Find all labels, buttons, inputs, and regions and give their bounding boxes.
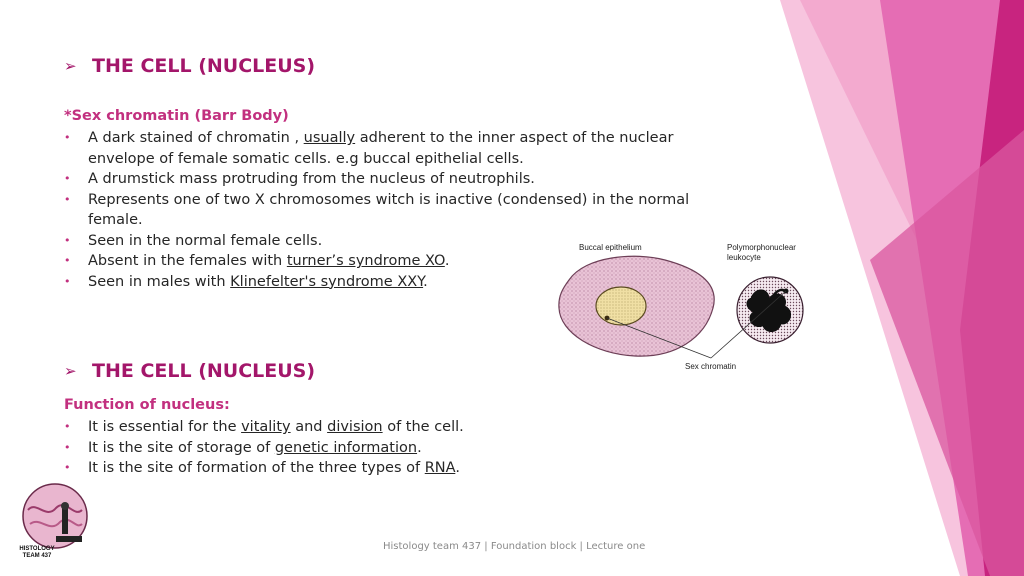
list-item: • Seen in the normal female cells. [64, 231, 744, 252]
buccal-nucleus [596, 287, 646, 325]
list-item: • A drumstick mass protruding from the nucleus of neutrophils. [64, 169, 744, 190]
underlined-term: usually [303, 130, 356, 146]
section1-heading [64, 55, 315, 77]
list-item: • Represents one of two X chromosomes witch is inactive (condensed) in the normal female. [64, 191, 690, 228]
bullet-dot: • [64, 192, 71, 206]
bullet-dot: • [64, 420, 71, 433]
list-item: • It is the site of formation of the three types of RNA. [64, 458, 704, 479]
figure-label-pmn-line2: leukocyte [727, 253, 761, 262]
section1-heading-text: THE CELL (NUCLEUS) [92, 55, 316, 77]
section2-heading [64, 360, 315, 382]
figure-label-buccal: Buccal epithelium [579, 243, 642, 252]
arrow-icon: ➢ [64, 57, 77, 75]
cell-illustration [555, 238, 815, 376]
bullet-dot: • [64, 172, 71, 185]
footer: Histology team 437 | Foundation block | Lecture one [383, 541, 646, 552]
figure-label-pmn-line1: Polymorphonuclear [727, 243, 796, 252]
underlined-term: turner’s syndrome XO [286, 253, 445, 269]
bullet-dot: • [64, 461, 71, 474]
bullet-dot: • [64, 233, 71, 247]
figure-label-sex-chromatin: Sex chromatin [685, 362, 737, 371]
microscope-icon [62, 508, 68, 534]
section2-subheading: Function of nucleus: [64, 397, 230, 413]
list-item: • Seen in males with Klinefelter's syndrome XXY. [64, 272, 744, 293]
underlined-term: genetic information [274, 439, 418, 456]
arrow-icon: ➢ [64, 362, 77, 380]
section2-bullet-list [64, 417, 704, 479]
underlined-term: RNA [424, 460, 456, 476]
list-item: • Absent in the females with turner’s syndrome XO. [64, 251, 744, 272]
section2-heading-text: THE CELL (NUCLEUS) [92, 360, 316, 382]
underlined-term: Klinefelter's syndrome XXY [230, 273, 424, 290]
underlined-term: vitality [241, 419, 291, 435]
bullet-dot: • [64, 131, 71, 144]
sex-chromatin-figure [555, 238, 815, 376]
logo-text-line2: TEAM 437 [22, 553, 52, 559]
list-item: • A dark stained of chromatin , usually adherent to the inner aspect of the nuclear envelope of female somatic cells. e.g buccal epithelial cells. [64, 130, 674, 167]
list-item: • It is essential for the vitality and division of the cell. [64, 417, 704, 438]
logo-text-line1: HISTOLOGY [19, 546, 55, 552]
microscope-base [56, 536, 82, 542]
list-item: • It is the site of storage of genetic information. [64, 438, 704, 459]
bullet-dot: • [64, 274, 71, 288]
microscope-eyepiece [61, 502, 69, 510]
bullet-dot: • [64, 440, 71, 454]
histology-team-logo [16, 480, 94, 566]
underlined-term: division [327, 419, 383, 435]
section1-subheading: *Sex chromatin (Barr Body) [64, 108, 289, 124]
bullet-dot: • [64, 254, 71, 267]
